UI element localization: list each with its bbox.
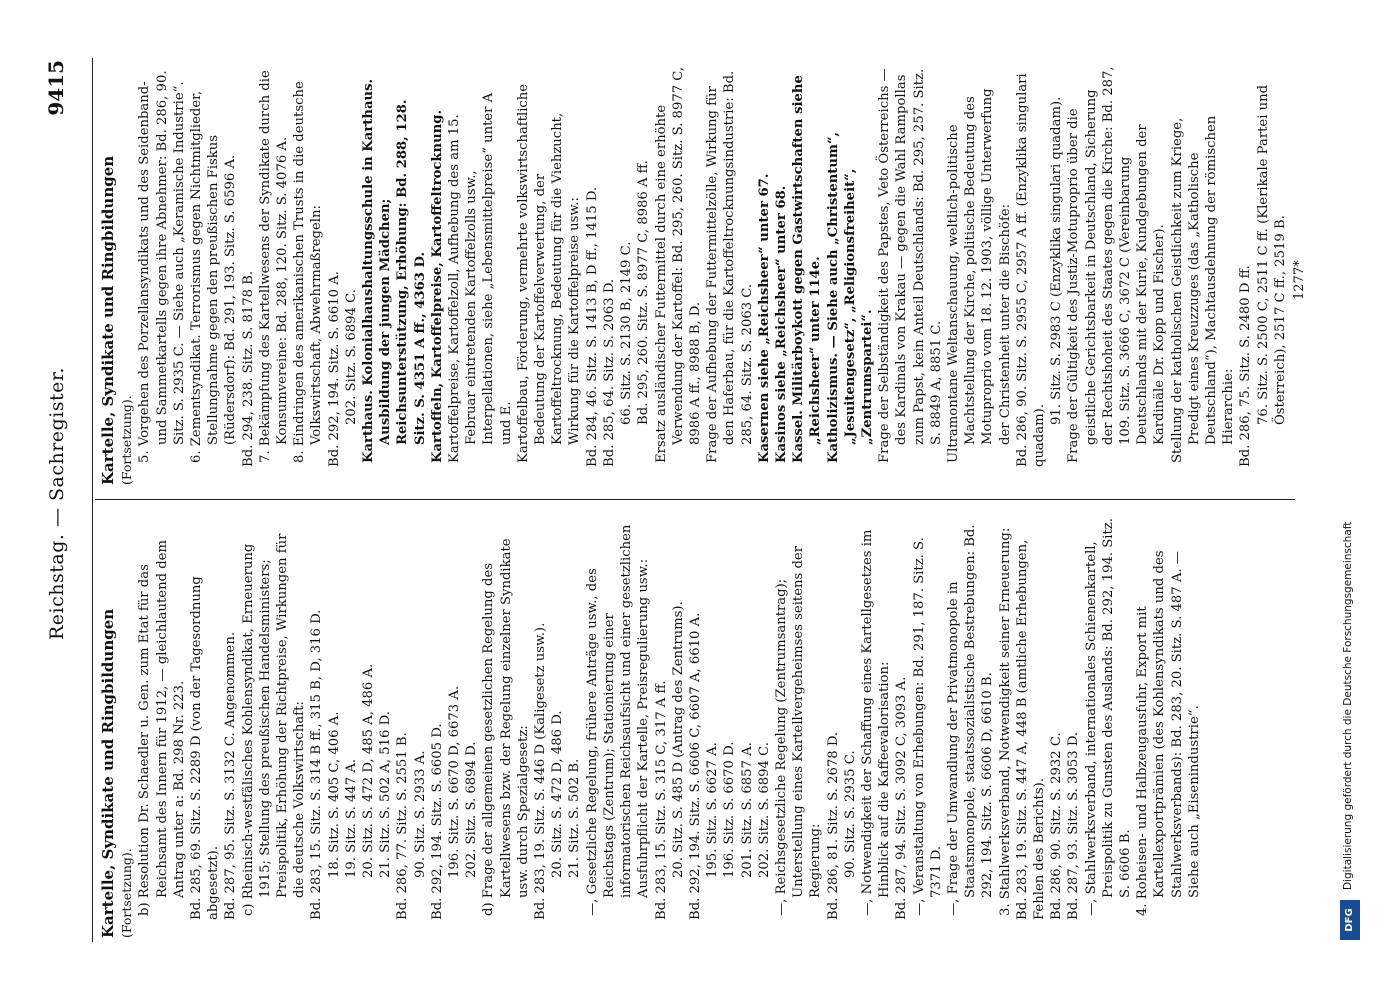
left-entry-line: Bd. 283, 19. Sitz. S. 447 A, 448 B (amtliche Erhebungen, Fehlen des Berichts). xyxy=(1014,539,1047,920)
left-entry-line: 18. Sitz. S. 405 C, 406 A. xyxy=(326,711,342,878)
right-entry-line: Kassel. Militärboykott gegen Gastwirtschaften siehe „Reichsheer“ unter 114e. xyxy=(791,75,824,463)
left-entry-line: —, Frage der Umwandlung der Privatmonopole in Staatsmonopole, staatssozialistische Bestrebungen: Bd. 292, 194. Sitz. S. 6606 D, 6610 B. xyxy=(945,524,996,916)
right-entry-line: Bd. 294, 238. Sitz. S. 8178 B. xyxy=(240,270,256,467)
left-entry-line: b) Resolution Dr. Schaedler u. Gen. zum Etat für das Reichsamt des Innern für 1912, — gleichlautend dem Antrag unter a: Bd. 298 Nr. 223. xyxy=(137,540,187,916)
right-heading-title: Kartelle, Syndikate und Ringbildungen xyxy=(99,155,117,485)
left-entry-line: Bd. 286, 77. Sitz. S. 2551 B. xyxy=(395,732,411,920)
left-entry-line: 3. Stahlwerksverband, Notwendigkeit seiner Erneuerung: xyxy=(997,527,1013,916)
left-entry-line: c) Rheinisch-westfälisches Kohlensyndikat, Erneuerung 1915; Stellung des preußischen Handelsministers; Preispolitik, Erhöhung der Richtpreise, Wirkungen für die deutsche Volkswirtschaft: xyxy=(240,533,308,916)
left-entry-line: 21. Sitz. S. 502 A, 516 D. xyxy=(378,711,394,878)
running-title: Reichstag. — Sachregister. xyxy=(46,367,68,640)
left-entry-line: Bd. 283, 19. Sitz. S. 446 D (Kaligesetz usw.). xyxy=(533,622,549,920)
right-entry-line: 76. Sitz. S. 2500 C, 2511 C ff. (Klerikale Partei und Österreich), 2517 C ff., 2519 B. xyxy=(1255,84,1288,425)
left-entry-line: Bd. 283, 15. Sitz. S. 314 B ff., 315 B, D, 316 D. xyxy=(309,609,325,920)
left-entry-line: 90. Sitz. S. 2935 C. xyxy=(842,750,858,878)
left-entry-line: 202. Sitz. S. 6894 D. xyxy=(464,741,480,878)
right-entry-line: Kasernen siehe „Reichsheer“ unter 67. xyxy=(756,173,772,463)
right-entry-line: 5. Vorgehen des Porzellansyndikats und des Seidenband- und Sammetkartells gegen ihre Abnehmer: Bd. 286, 90. Sitz. S. 2935 C. — Siehe auch „Keramische Industrie“. xyxy=(137,70,187,463)
right-entry-line: Karthaus. Kolonialhaushaltungsschule in Karthaus. Ausbildung der jungen Mädchen; Reichsunterstützung, Erhöhung: Bd. 288, 128. Sitz. S. 4351 A ff., 4363 D. xyxy=(361,78,428,463)
right-entry-line: 7. Bekämpfung des Kartellwesens der Syndikate durch die Konsumvereine: Bd. 288, 120. Sitz. S. 4076 A. xyxy=(257,70,291,463)
column-divider xyxy=(95,499,1295,500)
left-column xyxy=(100,518,1203,938)
left-entry-line: —, Notwendigkeit der Schaffung eines Kartellgesetzes im Hinblick auf die Kaffeevalorisation: xyxy=(859,529,893,916)
right-entry-line: 6. Zementsyndikat. Terrorismus gegen Nichtmitglieder, Stellungnahme gegen den preußischen Fiskus (Rüdersdorf): Bd. 291, 193. Sitz. S. 6596 A. xyxy=(189,90,239,463)
left-entry-line: 201. Sitz. S. 6857 A. xyxy=(739,742,755,878)
left-entry-line: Bd. 287, 94. Sitz. S. 3092 C, 3093 A. xyxy=(894,676,910,920)
left-entries xyxy=(136,518,1203,938)
left-entry-line: 20. Sitz. S. 472 D, 485 A, 486 A. xyxy=(361,663,377,878)
right-entry-line: 66. Sitz. S. 2130 B, 2149 C. xyxy=(619,241,635,425)
left-entry-line: Bd. 287, 93. Sitz. S. 3053 D. xyxy=(1066,731,1082,920)
right-entry-line: Frage der Gültigkeit des Justiz-Motuproprio über die geistliche Gerichtsbarkeit in Deutschland, Sicherung der Rechtshoheit des Staates gegen die Kirche: Bd. 287, 109. Sitz. S. 3666 C, 3672 C (Vereinbarung Deutschlands mit der Kurie, Kundgebungen der Kardinäle Dr. Kopp und Fischer). xyxy=(1066,66,1168,463)
left-entry-line: 90. Sitz. S. 2933 A. xyxy=(412,750,428,878)
running-header xyxy=(40,60,70,940)
left-entry-line: 196. Sitz. S. 6670 D, 6673 A. xyxy=(447,685,463,878)
right-entries xyxy=(136,65,1289,485)
left-entry-line: Bd. 292, 194. Sitz. S. 6606 C, 6607 A, 6610 A. xyxy=(687,612,703,920)
left-entry-line: Bd. 286, 90. Sitz. S. 2932 C. xyxy=(1049,732,1065,920)
right-entry-line: 202. Sitz. S. 6894 C. xyxy=(343,289,359,425)
left-entry-line: —, Reichsgesetzliche Regelung (Zentrumsantrag); Unterstellung eines Kartellvergeheimses seitens der Regierung: xyxy=(773,545,824,916)
funding-note: Digitalisierung gefördert durch die Deutsche Forschungsgemeinschaft xyxy=(1342,521,1354,890)
header-rule xyxy=(92,58,93,942)
left-entry-line: Bd. 285, 69. Sitz. S. 2289 D (von der Tagesordnung abgesetzt). xyxy=(189,576,222,920)
right-entry-line: Ultramontane Weltanschauung, weltlich-politische Machtstellung der Kirche, politische Bedeutung des Motuproprio vom 18. 12. 1903, völlige Unterwerfung der Christenheit unter die Bischöfe: xyxy=(945,88,1013,463)
right-entry-line: Bd. 295, 260. Sitz. S. 8977 C, 8986 A ff. xyxy=(636,160,652,425)
right-entry-line: Bd. 285, 64. Sitz. S. 2063 D. xyxy=(601,278,617,467)
right-column xyxy=(100,65,1289,485)
right-entry-line: 91. Sitz. S. 2983 C (Enzyklika singulari quadam). xyxy=(1049,96,1065,425)
left-entry-line: 20. Sitz. S. 472 D, 486 D. xyxy=(550,710,566,878)
left-entry-line: Bd. 283, 15. Sitz. S. 315 C, 317 A ff. xyxy=(653,680,669,920)
left-entry-line: 20. Sitz. S. 485 D (Antrag des Zentrums). xyxy=(670,601,686,878)
right-entry-line: 8. Eindringen des amerikanischen Trusts in die deutsche Volkswirtschaft, Abwehrmaßregeln: xyxy=(292,81,325,463)
right-entry-line: Kartoffelpreise, Kartoffelzoll, Aufhebung des am 15. Februar eintretenden Kartoffelzolls usw., Interpellationen, siehe „Lebensmittelpreise“ unter A und E. xyxy=(447,92,514,463)
right-heading-suffix: (Fortsetzung). xyxy=(119,395,135,485)
left-entry-line: 195. Sitz. S. 6627 A. xyxy=(705,742,721,878)
page-number: 9415 xyxy=(44,60,68,116)
left-entry-line: 4. Roheisen- und Halbzeugausfuhr, Export mit Kartellexportprämien (des Kohlensyndikats und des Stahlwerksverbands): Bd. 283, 20. Sitz. S. 487 A. — Siehe auch „Eisenindustrie“. xyxy=(1135,550,1202,916)
left-heading-title: Kartelle, Syndikate und Ringbildungen xyxy=(99,608,117,938)
left-column-heading xyxy=(100,518,136,938)
left-entry-line: —, Gesetzliche Regelung, frühere Anträge usw., des Reichstags (Zentrum); Stationierung einer informatorischen Reichsaufsicht und einer gesetzlichen Ausfuhrpflicht der Kartelle, Preisregulierung usw.: xyxy=(584,524,652,916)
left-entry-line: Bd. 286, 81. Sitz. S. 2678 D. xyxy=(825,731,841,920)
dfg-logo: DFG xyxy=(1340,900,1360,940)
left-entry-line: —, Veranstaltung von Erhebungen: Bd. 291, 187. Sitz. S. 7371 D. xyxy=(911,537,944,916)
right-entry-line: Kartoffelbau, Förderung, vermehrte volkswirtschaftliche Bedeutung der Kartoffelverwertung, der Kartoffeltrocknung, Bedeutung für die Viehzucht, Wirkung für die Kartoffelpreise usw.: xyxy=(515,83,583,463)
left-entry-line: Bd. 292, 194. Sitz. S. 6605 D. xyxy=(429,723,445,920)
left-heading-suffix: (Fortsetzung). xyxy=(119,848,135,938)
left-entry-line: 19. Sitz. S. 447 A. xyxy=(343,758,359,878)
right-column-heading xyxy=(100,65,136,485)
left-entry-line: 196. Sitz. S. 6670 D. xyxy=(722,741,738,878)
right-entry-line: Stellung der katholischen Geistlichkeit zum Kriege, Predigt eines Kreuzzuges (das „Katholische Deutschland“), Machtausdehnung der römischen Hierarchie: xyxy=(1169,115,1237,463)
right-entry-line: Frage der Aufhebung der Futtermittelzölle, Wirkung für den Haferbau, für die Kartoffeltrocknungsindustrie: Bd. 285, 64. Sitz. S. 2063 C. xyxy=(705,70,755,463)
right-entry-line: Bd. 292, 194. Sitz. S. 6610 A. xyxy=(326,271,342,467)
right-entry-line: Bd. 286, 90. Sitz. S. 2955 C, 2957 A ff. (Enzyklika singulari quadam). xyxy=(1014,73,1047,467)
right-entry-line: Frage der Selbständigkeit des Papstes, Veto Österreichs — des Kardinals von Krakau — gegen die Wahl Rampollas zum Papst, kein Anteil Deutschlands: Bd. 295, 257. Sitz. S. 8849 A, 8851 C. xyxy=(877,68,944,463)
left-entry-line: Bd. 287, 95. Sitz. S. 3132 C. Angenommen. xyxy=(223,631,239,920)
right-entry-line: Ersatz ausländischer Futtermittel durch eine erhöhte Verwendung der Kartoffel: Bd. 295, 260. Sitz. S. 8977 C, 8986 A ff., 8988 B, D. xyxy=(653,66,703,463)
right-entry-line: Bd. 284, 46. Sitz. S. 1413 B, D ff., 1415 D. xyxy=(584,186,600,467)
right-entry-line: Kasinos siehe „Reichsheer“ unter 68. xyxy=(773,185,789,463)
left-entry-line: —, Stahlwerksverband, internationales Schienenkartell, Preispolitik zu Gunsten des Auslands: Bd. 292, 194. Sitz. S. 6606 B. xyxy=(1083,518,1133,916)
left-entry-line: 21. Sitz. S. 502 B. xyxy=(567,758,583,878)
right-entry-line: Bd. 286, 75. Sitz. S. 2480 D ff. xyxy=(1238,265,1254,467)
right-entry-line: Kartoffeln, Kartoffelpreise, Kartoffeltrocknung. xyxy=(429,109,445,463)
right-entry-line: Katholizismus. — Siehe auch „Christentum“, „Jesuitengesetz“, „Religionsfreiheit“, „Zentrumspartei“. xyxy=(825,131,875,463)
signature-mark: 1277* xyxy=(1292,260,1307,300)
digitization-note xyxy=(1340,0,1370,940)
left-entry-line: 202. Sitz. S. 6894 C. xyxy=(756,742,772,878)
left-entry-line: d) Frage der allgemeinen gesetzlichen Regelung des Kartellwesens bzw. der Regelung einzelner Syndikate usw. durch Spezialgesetz: xyxy=(481,538,531,916)
